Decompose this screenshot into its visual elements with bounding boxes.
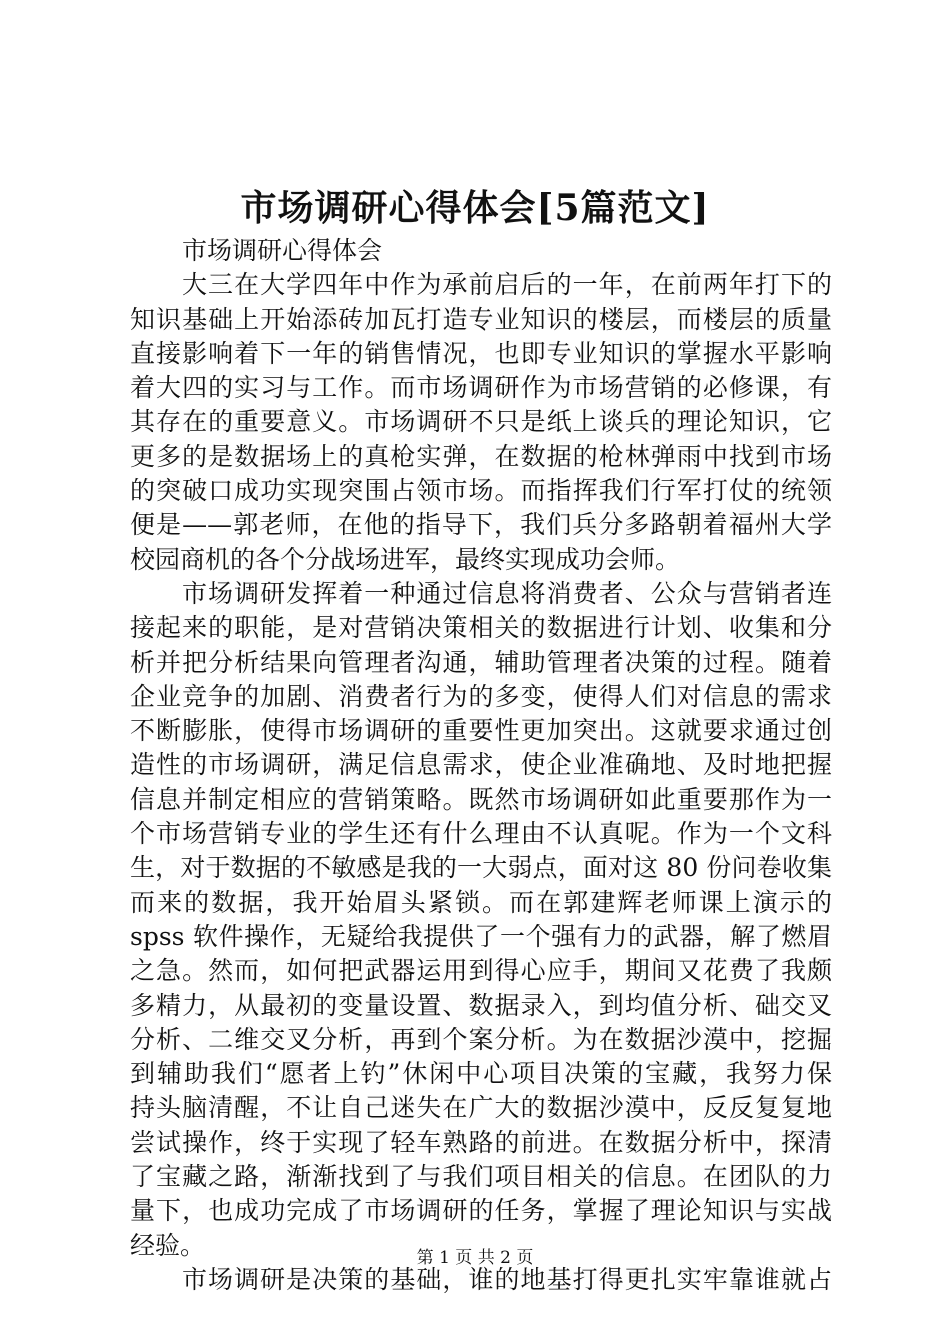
body-line: 不断膨胀，使得市场调研的重要性更加突出。这就要求通过创 — [130, 716, 832, 746]
page-title: 市场调研心得体会[5篇范文] — [240, 187, 710, 229]
body-line: 便是——郭老师，在他的指导下，我们兵分多路朝着福州大学 — [130, 510, 832, 540]
body-line: 校园商机的各个分战场进军，最终实现成功会师。 — [130, 544, 681, 574]
body-line: 多精力，从最初的变量设置、数据录入，到均值分析、础交叉 — [130, 990, 832, 1020]
body-line: 之急。然而，如何把武器运用到得心应手，期间又花费了我颇 — [130, 956, 832, 986]
body-line: 而来的数据，我开始眉头紧锁。而在郭建辉老师课上演示的 — [130, 887, 832, 917]
body-line: 着大四的实习与工作。而市场调研作为市场营销的必修课，有 — [130, 373, 832, 403]
body-line: 市场调研是决策的基础，谁的地基打得更扎实牢靠谁就占 — [182, 1264, 832, 1294]
body-line: 其存在的重要意义。市场调研不只是纸上谈兵的理论知识，它 — [130, 407, 832, 437]
body-line: 的突破口成功实现突围占领市场。而指挥我们行军打仗的统领 — [130, 476, 832, 506]
page-indicator: 第 1 页 共 2 页 — [416, 1248, 534, 1268]
body-line: spss 软件操作，无疑给我提供了一个强有力的武器，解了燃眉 — [130, 921, 832, 951]
body-line: 信息并制定相应的营销策略。既然市场调研如此重要那作为一 — [130, 784, 832, 814]
body-line: 持头脑清醒，不让自己迷失在广大的数据沙漠中，反反复复地 — [130, 1093, 832, 1123]
body-line: 更多的是数据场上的真枪实弹，在数据的枪林弹雨中找到市场 — [130, 441, 832, 471]
body-line: 量下，也成功完成了市场调研的任务，掌握了理论知识与实战 — [130, 1196, 832, 1226]
body-line: 大三在大学四年中作为承前启后的一年，在前两年打下的 — [182, 270, 832, 300]
body-line: 析并把分析结果向管理者沟通，辅助管理者决策的过程。随着 — [130, 647, 832, 677]
body-line: 个市场营销专业的学生还有什么理由不认真呢。作为一个文科 — [130, 819, 832, 849]
body-line: 了宝藏之路，渐渐找到了与我们项目相关的信息。在团队的力 — [130, 1162, 832, 1192]
document-body — [130, 234, 832, 1297]
body-line: 直接影响着下一年的销售情况，也即专业知识的掌握水平影响 — [130, 338, 832, 368]
body-line: 造性的市场调研，满足信息需求，使企业准确地、及时地把握 — [130, 750, 832, 780]
body-line: 知识基础上开始添砖加瓦打造专业知识的楼层，而楼层的质量 — [130, 304, 832, 334]
section-heading: 市场调研心得体会 — [182, 236, 383, 265]
body-line: 接起来的职能，是对营销决策相关的数据进行计划、收集和分 — [130, 613, 832, 643]
body-line: 尝试操作，终于实现了轻车熟路的前进。在数据分析中，探清 — [130, 1127, 832, 1157]
body-line: 生，对于数据的不敏感是我的一大弱点，面对这 80 份问卷收集 — [130, 853, 832, 883]
body-line: 市场调研发挥着一种通过信息将消费者、公众与营销者连 — [182, 578, 832, 608]
body-line: 分析、二维交叉分析，再到个案分析。为在数据沙漠中，挖掘 — [130, 1024, 832, 1054]
body-line: 到辅助我们“愿者上钓”休闲中心项目决策的宝藏，我努力保 — [130, 1059, 832, 1089]
body-line: 经验。 — [130, 1230, 206, 1260]
body-line: 企业竞争的加剧、消费者行为的多变，使得人们对信息的需求 — [130, 681, 832, 711]
